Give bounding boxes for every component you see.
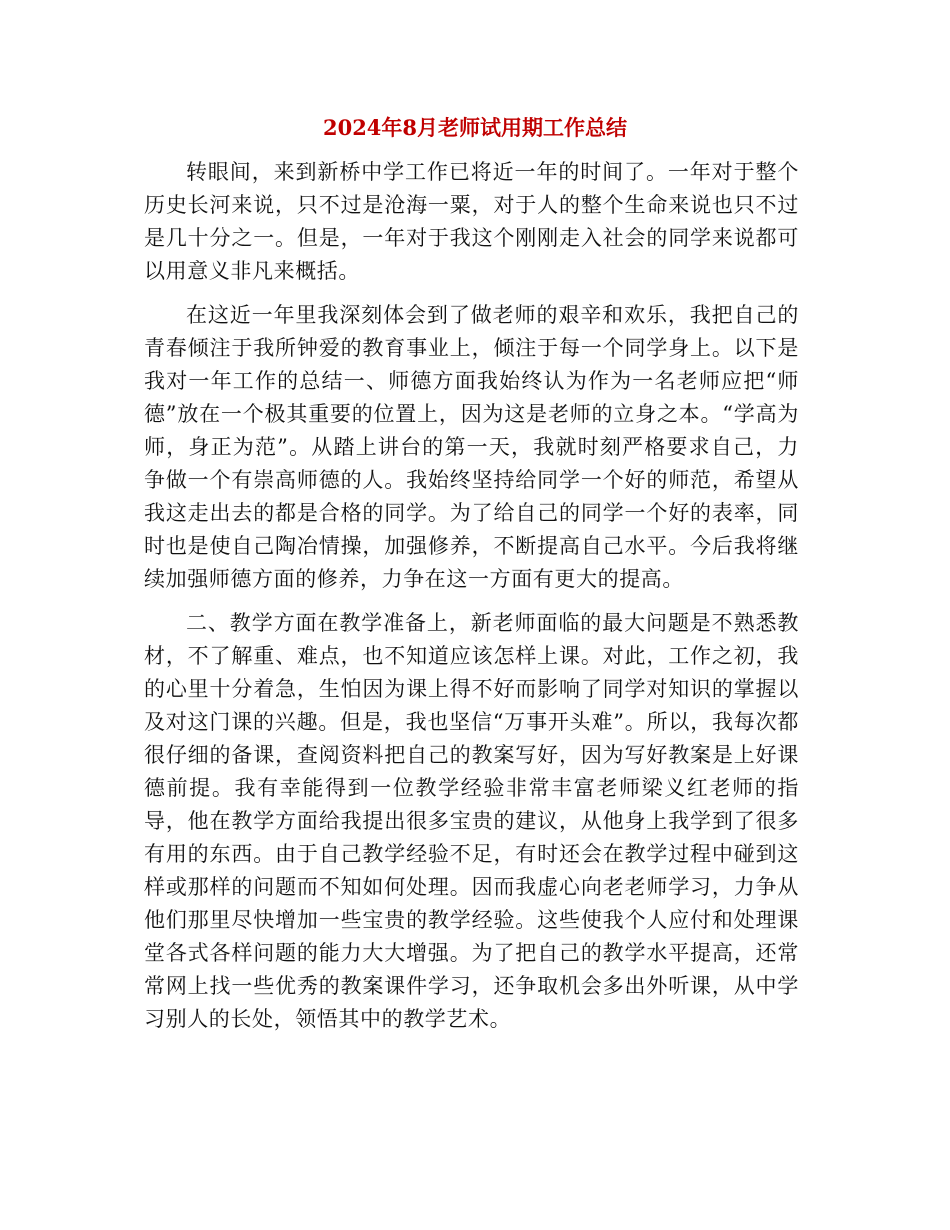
paragraph-teacher-ethics: 在这近一年里我深刻体会到了做老师的艰辛和欢乐，我把自己的青春倾注于我所钟爱的教育事业上，倾注于每一个同学身上。以下是我对一年工作的总结一、师德方面我始终认为作为一名老师应把“师德”放在一个极其重要的位置上，因为这是老师的立身之本。“学高为师，身正为范”。从踏上讲台的第一天，我就时刻严格要求自己，力争做一个有崇高师德的人。我始终坚持给同学一个好的师范，希望从我这走出去的都是合格的同学。为了给自己的同学一个好的表率，同时也是使自己陶冶情操，加强修养，不断提高自己水平。今后我将继续加强师德方面的修养，力争在这一方面有更大的提高。	[144, 303, 799, 591]
paragraph-intro: 转眼间，来到新桥中学工作已将近一年的时间了。一年对于整个历史长河来说，只不过是沧海一粟，对于人的整个生命来说也只不过是几十分之一。但是，一年对于我这个刚刚走入社会的同学来说都可以用意义非凡来概括。	[144, 160, 799, 283]
document-title: 2024年8月老师试用期工作总结	[322, 115, 628, 140]
paragraph-teaching: 二、教学方面在教学准备上，新老师面临的最大问题是不熟悉教材，不了解重、难点，也不知道应该怎样上课。对此，工作之初，我的心里十分着急，生怕因为课上得不好而影响了同学对知识的掌握以及对这门课的兴趣。但是，我也坚信“万事开头难”。所以，我每次都很仔细的备课，查阅资料把自己的教案写好，因为写好教案是上好课德前提。我有幸能得到一位教学经验非常丰富老师梁义红老师的指导，他在教学方面给我提出很多宝贵的建议，从他身上我学到了很多有用的东西。由于自己教学经验不足，有时还会在教学过程中碰到这样或那样的问题而不知如何处理。因而我虚心向老老师学习，力争从他们那里尽快增加一些宝贵的教学经验。这些使我个人应付和处理课堂各式各样问题的能力大大增强。为了把自己的教学水平提高，还常常网上找一些优秀的教案课件学习，还争取机会多出外听课，从中学习别人的长处，领悟其中的教学艺术。	[144, 611, 799, 1031]
document-body	[144, 156, 799, 1036]
